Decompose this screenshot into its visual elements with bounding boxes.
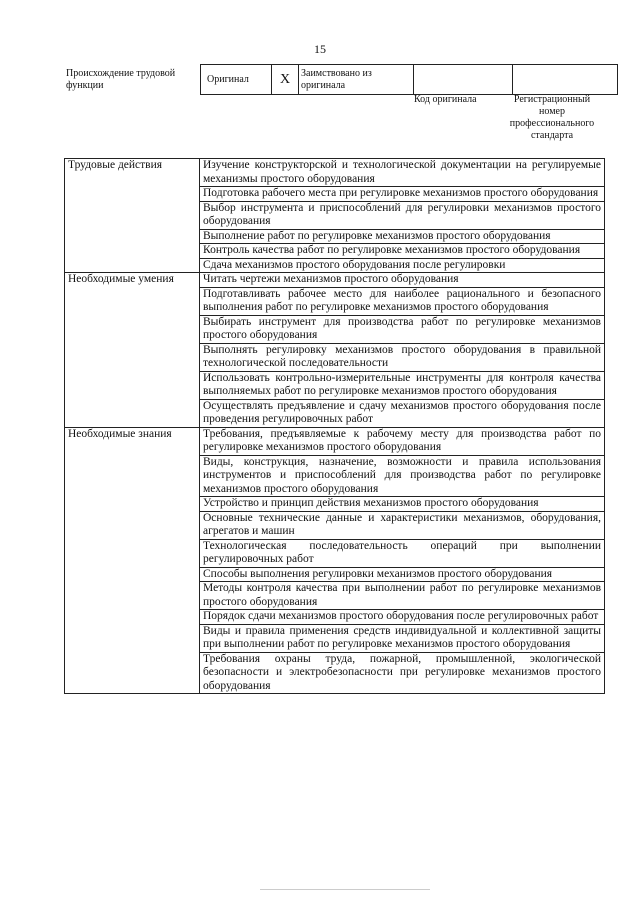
reg-number-caption: Регистрационный номер профессионального стандарта <box>509 94 595 141</box>
code-original-caption: Код оригинала <box>414 94 477 105</box>
table-cell: Устройство и принцип действия механизмов простого оборудования <box>200 497 605 512</box>
table-cell: Виды и правила применения средств индивидуальной и коллективной защиты при выполнении работ по регулировке механизмов простого оборудования <box>200 624 605 652</box>
table-cell: Порядок сдачи механизмов простого оборудования после регулировочных работ <box>200 610 605 625</box>
table-cell: Требования, предъявляемые к рабочему месту для производства работ по регулировке механизмов простого оборудования <box>200 427 605 455</box>
table-cell: Выполнять регулировку механизмов простого оборудования в правильной технологической последовательности <box>200 343 605 371</box>
table-cell: Методы контроля качества при выполнении работ по регулировке механизмов простого оборудования <box>200 582 605 610</box>
original-mark: X <box>272 65 299 95</box>
table-cell: Сдача механизмов простого оборудования после регулировки <box>200 258 605 273</box>
category-required-skills: Необходимые умения <box>65 273 200 428</box>
table-cell: Подготавливать рабочее место для наиболее рационального и безопасного выполнения работ по регулировке механизмов простого оборудования <box>200 287 605 315</box>
original-cell: Оригинал <box>201 65 272 95</box>
table-row <box>65 427 605 455</box>
table-cell: Использовать контрольно-измерительные инструменты для контроля качества выполняемых работ по регулировке механизмов простого оборудования <box>200 371 605 399</box>
table-row <box>65 159 605 187</box>
category-required-knowledge: Необходимые знания <box>65 427 200 694</box>
table-cell: Способы выполнения регулировки механизмов простого оборудования <box>200 567 605 582</box>
page-number: 15 <box>314 42 326 56</box>
code-original-cell <box>414 65 513 95</box>
table-cell: Выполнение работ по регулировке механизмов простого оборудования <box>200 229 605 244</box>
reg-number-cell <box>513 65 618 95</box>
origin-table <box>64 64 618 95</box>
table-cell: Выбирать инструмент для производства работ по регулировке механизмов простого оборудования <box>200 315 605 343</box>
table-cell: Подготовка рабочего места при регулировке механизмов простого оборудования <box>200 187 605 202</box>
table-cell: Основные технические данные и характеристики механизмов, оборудования, агрегатов и машин <box>200 511 605 539</box>
borrowed-cell: Заимствовано из оригинала <box>299 65 414 95</box>
table-cell: Выбор инструмента и приспособлений для регулировки механизмов простого оборудования <box>200 201 605 229</box>
bottom-rule <box>260 889 430 890</box>
category-labor-actions: Трудовые действия <box>65 159 200 273</box>
table-cell: Контроль качества работ по регулировке механизмов простого оборудования <box>200 244 605 259</box>
table-cell: Осуществлять предъявление и сдачу механизмов простого оборудования после проведения регулировочных работ <box>200 399 605 427</box>
table-cell: Технологическая последовательность операций при выполнении регулировочных работ <box>200 539 605 567</box>
table-cell: Требования охраны труда, пожарной, промышленной, экологической безопасности и электробезопасности при регулировке механизмов простого оборудования <box>200 652 605 694</box>
labor-function-table <box>64 158 605 694</box>
table-cell: Читать чертежи механизмов простого оборудования <box>200 273 605 288</box>
origin-label: Происхождение трудовой функции <box>66 67 176 91</box>
table-row <box>65 273 605 288</box>
table-cell: Виды, конструкция, назначение, возможности и правила использования инструментов и приспособлений для производства работ по регулировке механизмов простого оборудования <box>200 455 605 497</box>
table-cell: Изучение конструкторской и технологической документации на регулируемые механизмы простого оборудования <box>200 159 605 187</box>
